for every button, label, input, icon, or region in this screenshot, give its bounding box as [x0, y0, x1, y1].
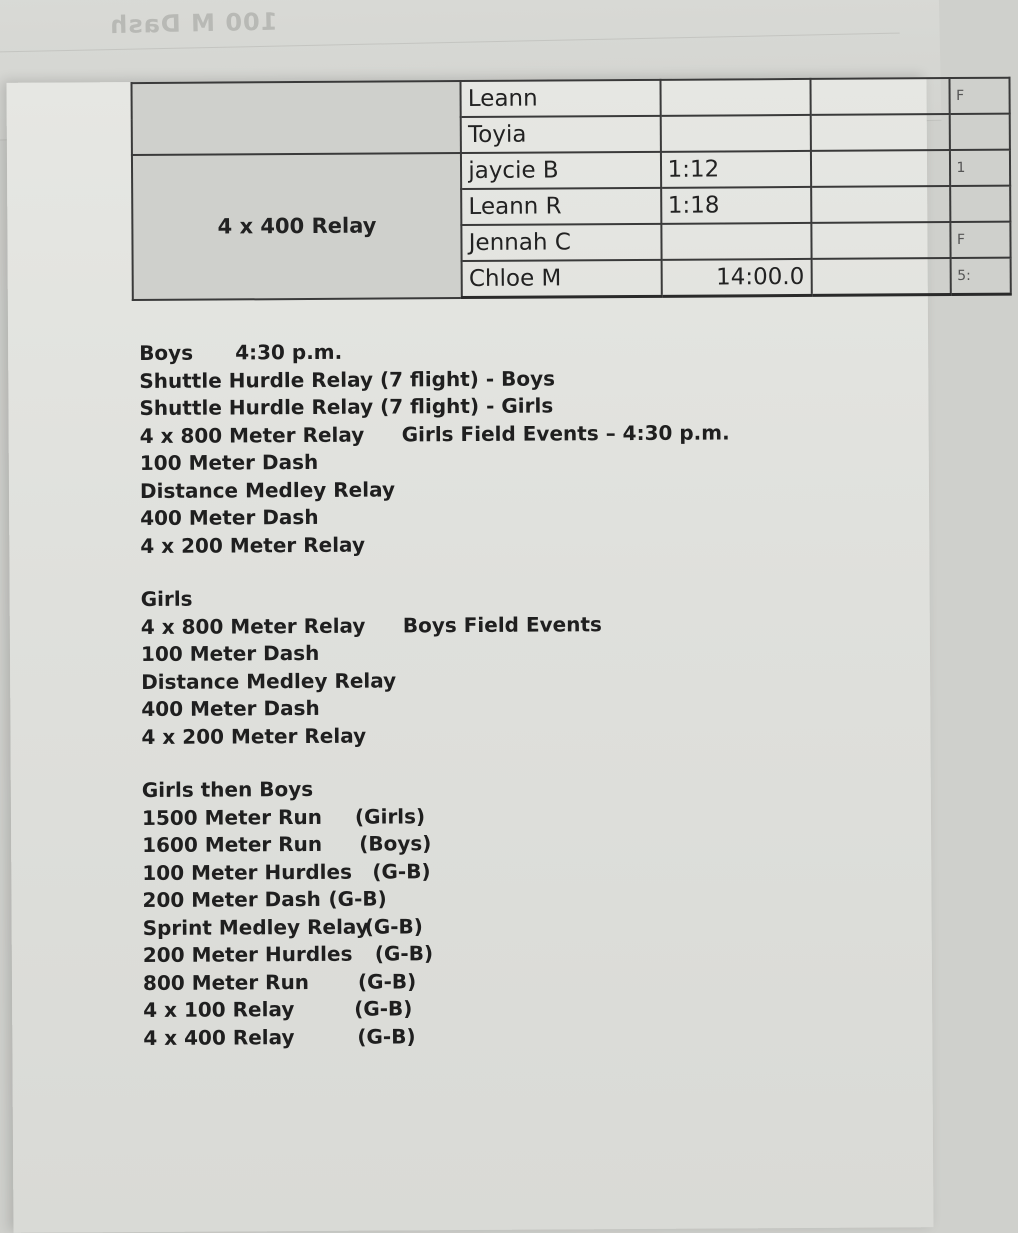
- list-item: [142, 856, 732, 887]
- athlete-name: Chloe M: [462, 260, 662, 298]
- athlete-name: Leann R: [461, 188, 661, 225]
- gender-note: (G-B): [372, 858, 431, 884]
- event-name: 800 Meter Run: [142, 969, 310, 995]
- list-item: 4 x 200 Meter Relay: [141, 723, 367, 749]
- athlete-name: Jennah C: [462, 224, 662, 261]
- list-item: [142, 828, 732, 859]
- list-item: 400 Meter Dash: [141, 695, 320, 722]
- table-row: [132, 150, 1010, 191]
- athlete-name: Toyia: [461, 116, 661, 153]
- event-name: 200 Meter Dash: [142, 886, 321, 913]
- start-time: 4:30 p.m.: [235, 339, 343, 365]
- list-item: 100 Meter Dash: [140, 640, 320, 667]
- event-name: Sprint Medley Relay: [142, 914, 369, 940]
- section-header-boys: [139, 336, 729, 367]
- athlete-name: Leann: [461, 80, 661, 117]
- gender-note: (G-B): [354, 996, 413, 1021]
- list-item: 100 Meter Dash: [139, 449, 319, 476]
- list-item: Distance Medley Relay: [141, 667, 397, 694]
- edge-cell: [949, 114, 1010, 150]
- event-name: 4 x 800 Meter Relay: [140, 613, 366, 639]
- list-item: 400 Meter Dash: [140, 504, 319, 531]
- event-name: 100 Meter Hurdles: [142, 859, 353, 885]
- list-item: Shuttle Hurdle Relay (7 flight) - Boys: [139, 365, 556, 393]
- list-item: [143, 938, 733, 969]
- list-item: [143, 993, 733, 1024]
- gender-note: (G-B): [328, 886, 387, 911]
- section-header-girls: Girls: [140, 586, 193, 612]
- event-schedule: [139, 336, 733, 1052]
- athlete-time: 14:00.0: [661, 259, 811, 296]
- athlete-time: [661, 223, 811, 260]
- list-item: [142, 883, 732, 914]
- blank-cell: [811, 186, 950, 223]
- show-through-text: 100 M Dash: [108, 7, 278, 40]
- list-item: Distance Medley Relay: [139, 476, 396, 503]
- athlete-time: 1:12: [661, 151, 811, 188]
- field-events-note: Boys Field Events: [402, 611, 602, 637]
- athlete-name: jaycie B: [461, 152, 661, 189]
- edge-cell: 1: [949, 150, 1010, 186]
- blank-cell: [811, 150, 950, 187]
- list-item: Shuttle Hurdle Relay (7 flight) - Girls: [139, 393, 554, 421]
- list-item: [141, 610, 731, 641]
- blank-cell: [810, 114, 949, 151]
- gender-note: (Boys): [359, 831, 432, 856]
- edge-cell: F: [950, 222, 1011, 258]
- blank-cell: [811, 222, 950, 259]
- list-item: [143, 1021, 733, 1052]
- athlete-time: [660, 79, 810, 116]
- event-name: 4 x 800 Meter Relay: [139, 422, 365, 448]
- athlete-time: 1:18: [661, 187, 811, 224]
- event-name: 1500 Meter Run: [141, 804, 322, 830]
- spacer: [140, 556, 730, 586]
- gender-note: (Girls): [354, 803, 426, 829]
- list-item: [142, 801, 732, 832]
- event-name: 1600 Meter Run: [142, 831, 323, 858]
- athlete-time: [660, 115, 810, 152]
- blank-cell: [811, 258, 950, 295]
- table-row: [131, 78, 1009, 119]
- list-item: [143, 911, 733, 942]
- list-item: [140, 419, 730, 450]
- edge-cell: 5:: [950, 258, 1011, 295]
- edge-cell: [950, 186, 1011, 222]
- relay-roster-table: [130, 77, 1011, 301]
- previous-event-cell: [131, 81, 461, 155]
- event-name-cell: 4 x 400 Relay: [132, 153, 462, 300]
- event-name: 4 x 400 Relay: [143, 1024, 295, 1050]
- section-header-mixed: Girls then Boys: [141, 776, 314, 803]
- gender-note: (G-B): [357, 1023, 416, 1049]
- gender-note: (G-B): [364, 913, 423, 939]
- field-events-note: Girls Field Events – 4:30 p.m.: [401, 419, 730, 446]
- section-label: Boys: [139, 340, 194, 366]
- gender-note: (G-B): [357, 968, 417, 994]
- spacer: [142, 747, 732, 777]
- event-name: 4 x 100 Relay: [143, 997, 295, 1023]
- list-item: 4 x 200 Meter Relay: [140, 532, 366, 558]
- gender-note: (G-B): [374, 941, 434, 966]
- event-name: 200 Meter Hurdles: [142, 941, 353, 968]
- list-item: [143, 966, 733, 997]
- blank-cell: [810, 78, 949, 115]
- edge-cell: F: [949, 78, 1010, 114]
- paper-sheet: [6, 77, 971, 1233]
